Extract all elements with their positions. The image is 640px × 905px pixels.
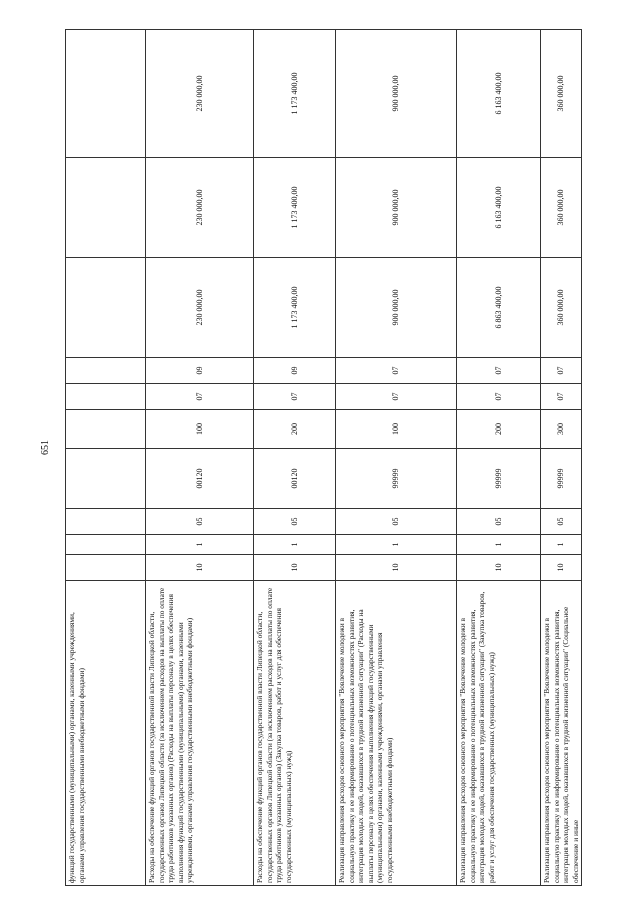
row-2-rz: 1 [254, 535, 336, 555]
row-0-csr [66, 449, 146, 509]
row-0-rz [66, 535, 146, 555]
row-3-pr: 05 [336, 509, 457, 535]
row-2-sum2: 1 173 400,00 [254, 158, 336, 258]
row-1-sum1: 230 000,00 [146, 258, 254, 358]
row-5-csr: 99999 [541, 449, 582, 509]
table-row [254, 30, 336, 886]
row-3-sum3: 900 000,00 [336, 30, 457, 158]
row-5-c7: 07 [541, 358, 582, 384]
row-2-sum1: 1 173 400,00 [254, 258, 336, 358]
table-row [336, 30, 457, 886]
row-0-sum3 [66, 30, 146, 158]
row-1-sum2: 230 000,00 [146, 158, 254, 258]
table-row [66, 30, 146, 886]
row-1-pr: 05 [146, 509, 254, 535]
row-0-c7 [66, 358, 146, 384]
row-2-c7: 09 [254, 358, 336, 384]
row-2-c6: 07 [254, 384, 336, 410]
row-3-vr: 100 [336, 410, 457, 449]
row-1-gr: 10 [146, 555, 254, 581]
row-4-sum1: 6 863 400,00 [457, 258, 541, 358]
row-1-csr: 00120 [146, 449, 254, 509]
table-row [457, 30, 541, 886]
row-4-sum3: 6 163 400,00 [457, 30, 541, 158]
row-0-sum1 [66, 258, 146, 358]
row-0-sum2 [66, 158, 146, 258]
row-2-sum3: 1 173 400,00 [254, 30, 336, 158]
row-0-gr [66, 555, 146, 581]
row-0-name: функций государственными (муниципальными) органами, казенными учреждениями, органами управления государственными внебюджетными фондами) [66, 581, 146, 886]
row-3-c6: 07 [336, 384, 457, 410]
budget-table [65, 29, 582, 886]
row-3-rz: 1 [336, 535, 457, 555]
row-2-vr: 200 [254, 410, 336, 449]
row-4-c7: 07 [457, 358, 541, 384]
table-row [146, 30, 254, 886]
row-3-gr: 10 [336, 555, 457, 581]
row-4-vr: 200 [457, 410, 541, 449]
row-3-csr: 99999 [336, 449, 457, 509]
row-3-name: Реализация направления расходов основного мероприятия "Вовлечение молодежи в социальную практику и ее информирование о потенциальных возможностях развития, интеграция молодых людей, оказавшихся в трудной жизненной ситуации" (Расходы на выплаты персоналу в целях обеспечения выполнения функций государственными (муниципальными) органами, казенными учреждениями, органами управления государственными внебюджетными фондами) [336, 581, 457, 886]
row-5-name: Реализация направления расходов основного мероприятия "Вовлечение молодежи в социальную практику и ее информирование о потенциальных возможностях развития, интеграция молодых людей, оказавшихся в трудной жизненной ситуации" (Социальное обеспечение и иные [541, 581, 582, 886]
row-1-c6: 07 [146, 384, 254, 410]
row-2-gr: 10 [254, 555, 336, 581]
row-4-gr: 10 [457, 555, 541, 581]
row-1-c7: 09 [146, 358, 254, 384]
row-4-pr: 05 [457, 509, 541, 535]
row-2-name: Расходы на обеспечение функций органов государственной власти Липецкой области, государственных органов Липецкой области (за исключением расходов на выплаты по оплате труда работников указанных органов) (Закупка товаров, работ и услуг для обеспечения государственных (муниципальных) нужд) [254, 581, 336, 886]
rotated-landscape-page [65, 30, 580, 886]
row-4-name: Реализация направления расходов основного мероприятия "Вовлечение молодежи в социальную практику и ее информирование о потенциальных возможностях развития, интеграция молодых людей, оказавшихся в трудной жизненной ситуации" (Закупка товаров, работ и услуг для обеспечения государственных (муниципальных) нужд) [457, 581, 541, 886]
row-5-sum2: 360 000,00 [541, 158, 582, 258]
row-5-c6: 07 [541, 384, 582, 410]
row-0-pr [66, 509, 146, 535]
row-1-vr: 100 [146, 410, 254, 449]
row-1-sum3: 230 000,00 [146, 30, 254, 158]
row-3-sum2: 900 000,00 [336, 158, 457, 258]
row-1-rz: 1 [146, 535, 254, 555]
row-2-csr: 00120 [254, 449, 336, 509]
table-row [541, 30, 582, 886]
row-5-gr: 10 [541, 555, 582, 581]
row-4-c6: 07 [457, 384, 541, 410]
row-4-rz: 1 [457, 535, 541, 555]
row-4-csr: 99999 [457, 449, 541, 509]
row-5-rz: 1 [541, 535, 582, 555]
row-5-pr: 05 [541, 509, 582, 535]
row-5-sum1: 360 000,00 [541, 258, 582, 358]
row-1-name: Расходы на обеспечение функций органов государственной власти Липецкой области, государственных органов Липецкой области (за исключением расходов на выплаты по оплате труда работников указанных органов) (Расходы на выплаты персоналу в целях обеспечения выполнения функций государственными (муниципальными) органами, казенными учреждениями, органами управления государственными внебюджетными фондами) [146, 581, 254, 886]
row-2-pr: 05 [254, 509, 336, 535]
row-0-c6 [66, 384, 146, 410]
row-3-c7: 07 [336, 358, 457, 384]
row-5-vr: 300 [541, 410, 582, 449]
row-4-sum2: 6 163 400,00 [457, 158, 541, 258]
row-3-sum1: 900 000,00 [336, 258, 457, 358]
row-0-vr [66, 410, 146, 449]
page-number: 651 [40, 440, 51, 455]
row-5-sum3: 360 000,00 [541, 30, 582, 158]
budget-table-container [65, 30, 580, 886]
